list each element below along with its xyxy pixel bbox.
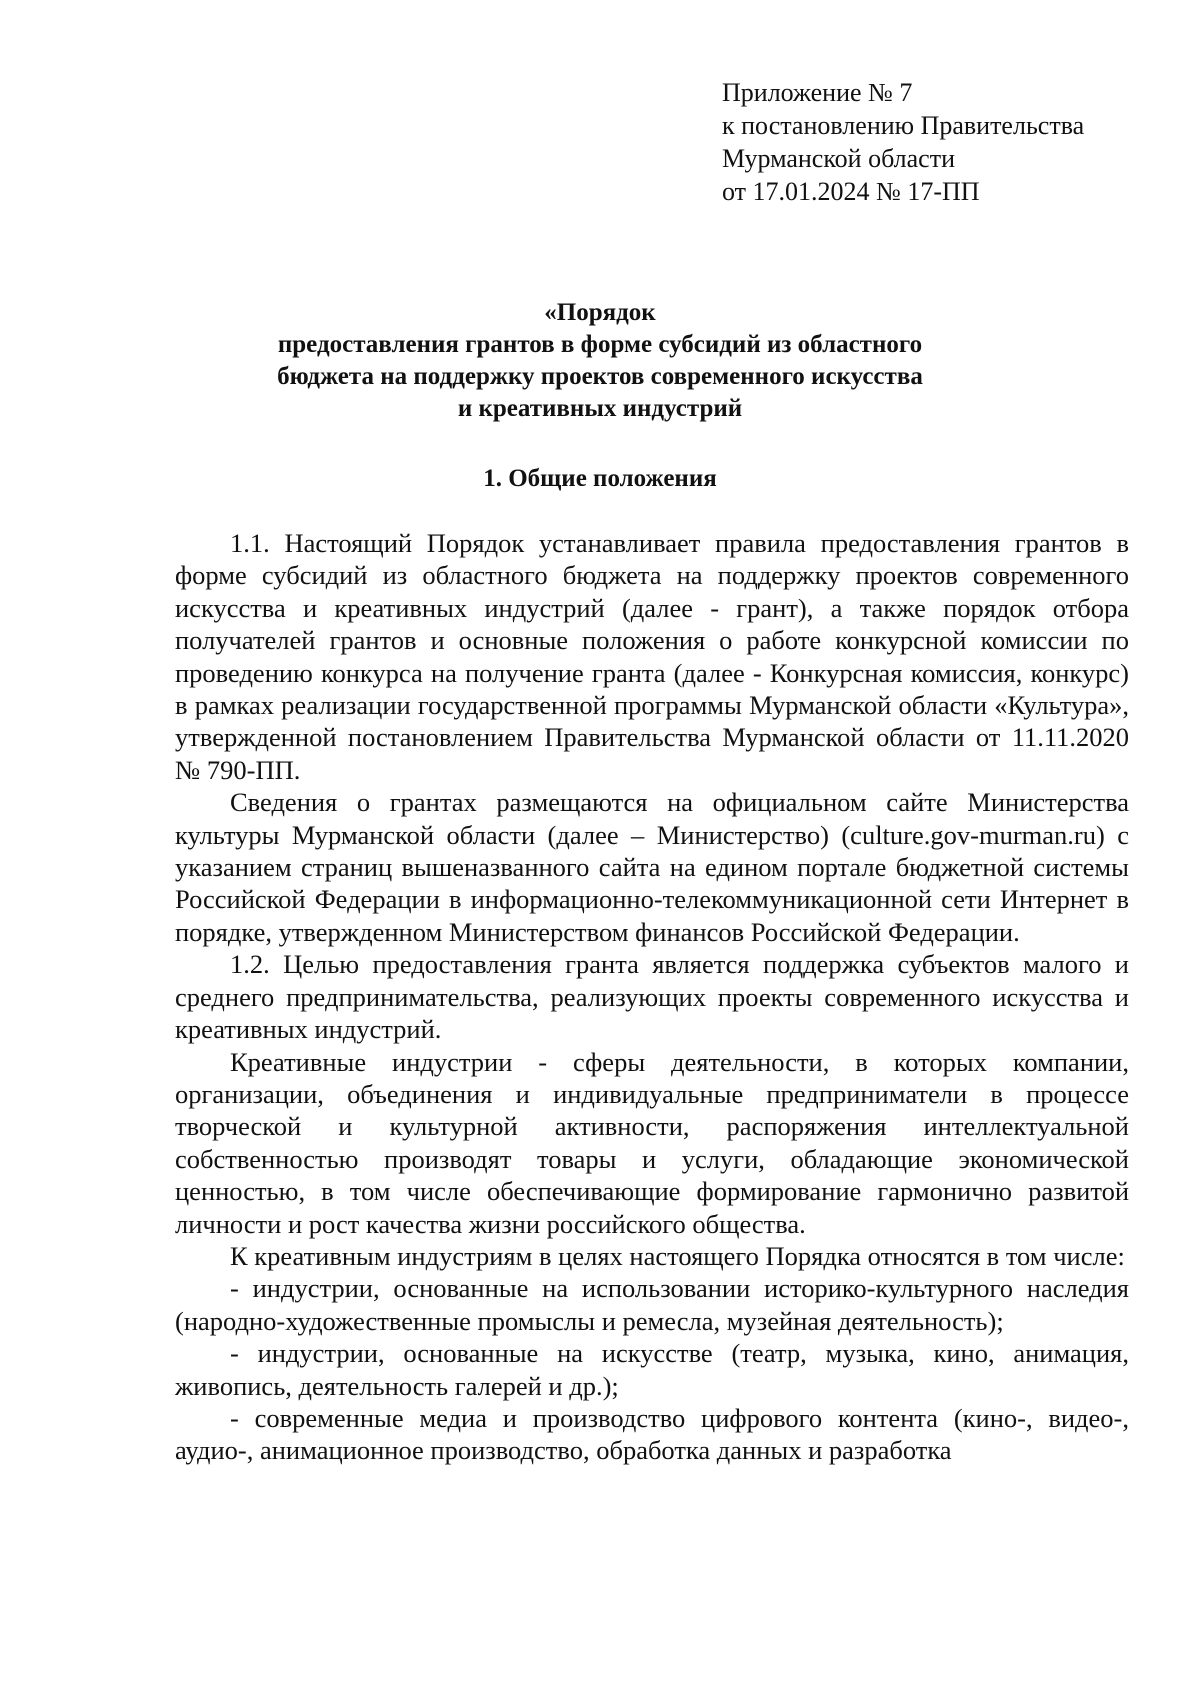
document-title [200,297,1000,425]
appendix-number: Приложение № 7 [722,78,913,107]
title-line-3: бюджета на поддержку проектов современного искусства [277,363,923,390]
paragraph-grant-info: Сведения о грантах размещаются на официальном сайте Министерства культуры Мурманской области (далее – Министерство) (culture.gov-murman.ru) с указанием страниц вышеназванного сайта на едином портале бюджетной системы Российской Федерации в информационно-телекоммуникационной сети Интернет в порядке, утвержденном Министерством финансов Российской Федерации. [175,787,1129,947]
appendix-reference: к постановлению Правительства [722,111,1085,140]
list-item-art: - индустрии, основанные на искусстве (театр, музыка, кино, анимация, живопись, деятельность галерей и др.); [175,1338,1129,1401]
list-item-media: - современные медиа и производство цифрового контента (кино-, видео-, аудио-, анимационное производство, обработка данных и разработка [175,1402,1129,1466]
paragraph-1-1: 1.1. Настоящий Порядок устанавливает правила предоставления грантов в форме субсидий из областного бюджета на поддержку проектов современного искусства и креативных индустрий (далее - грант), а также порядок отбора получателей грантов и основные положения о работе конкурсной комиссии по проведению конкурса на получение гранта (далее - Конкурсная комиссия, конкурс) в рамках реализации государственной программы Мурманской области «Культура», утвержденной постановлением Правительства Мурманской области от 11.11.2020 № 790-ПП. [175,528,1129,785]
paragraph-creative-definition: Креативные индустрии - сферы деятельности, в которых компании, организации, объединения и индивидуальные предприниматели в процессе творческой и культурной активности, распоряжения интеллектуальной собственностью производят товары и услуги, обладающие экономической ценностью, в том числе обеспечивающие формирование гармонично развитой личности и рост качества жизни российского общества. [175,1046,1129,1239]
title-line-1: «Порядок [544,299,656,326]
title-line-4: и креативных индустрий [457,395,743,422]
list-item-heritage: - индустрии, основанные на использовании историко-культурного наследия (народно-художественные промыслы и ремесла, музейная деятельность); [175,1273,1129,1336]
appendix-date: от 17.01.2024 № 17-ПП [722,177,980,206]
section-heading: 1. Общие положения [483,465,717,492]
paragraph-1-2: 1.2. Целью предоставления гранта является поддержка субъектов малого и среднего предпринимательства, реализующих проекты современного искусства и креативных индустрий. [175,949,1129,1045]
appendix-region: Мурманской области [722,144,955,173]
paragraph-creative-list-intro: К креативным индустриям в целях настоящего Порядка относятся в том числе: [230,1240,1125,1271]
appendix-block [722,76,1142,208]
document-body [175,527,1129,1467]
title-line-2: предоставления грантов в форме субсидий из областного [277,331,923,358]
